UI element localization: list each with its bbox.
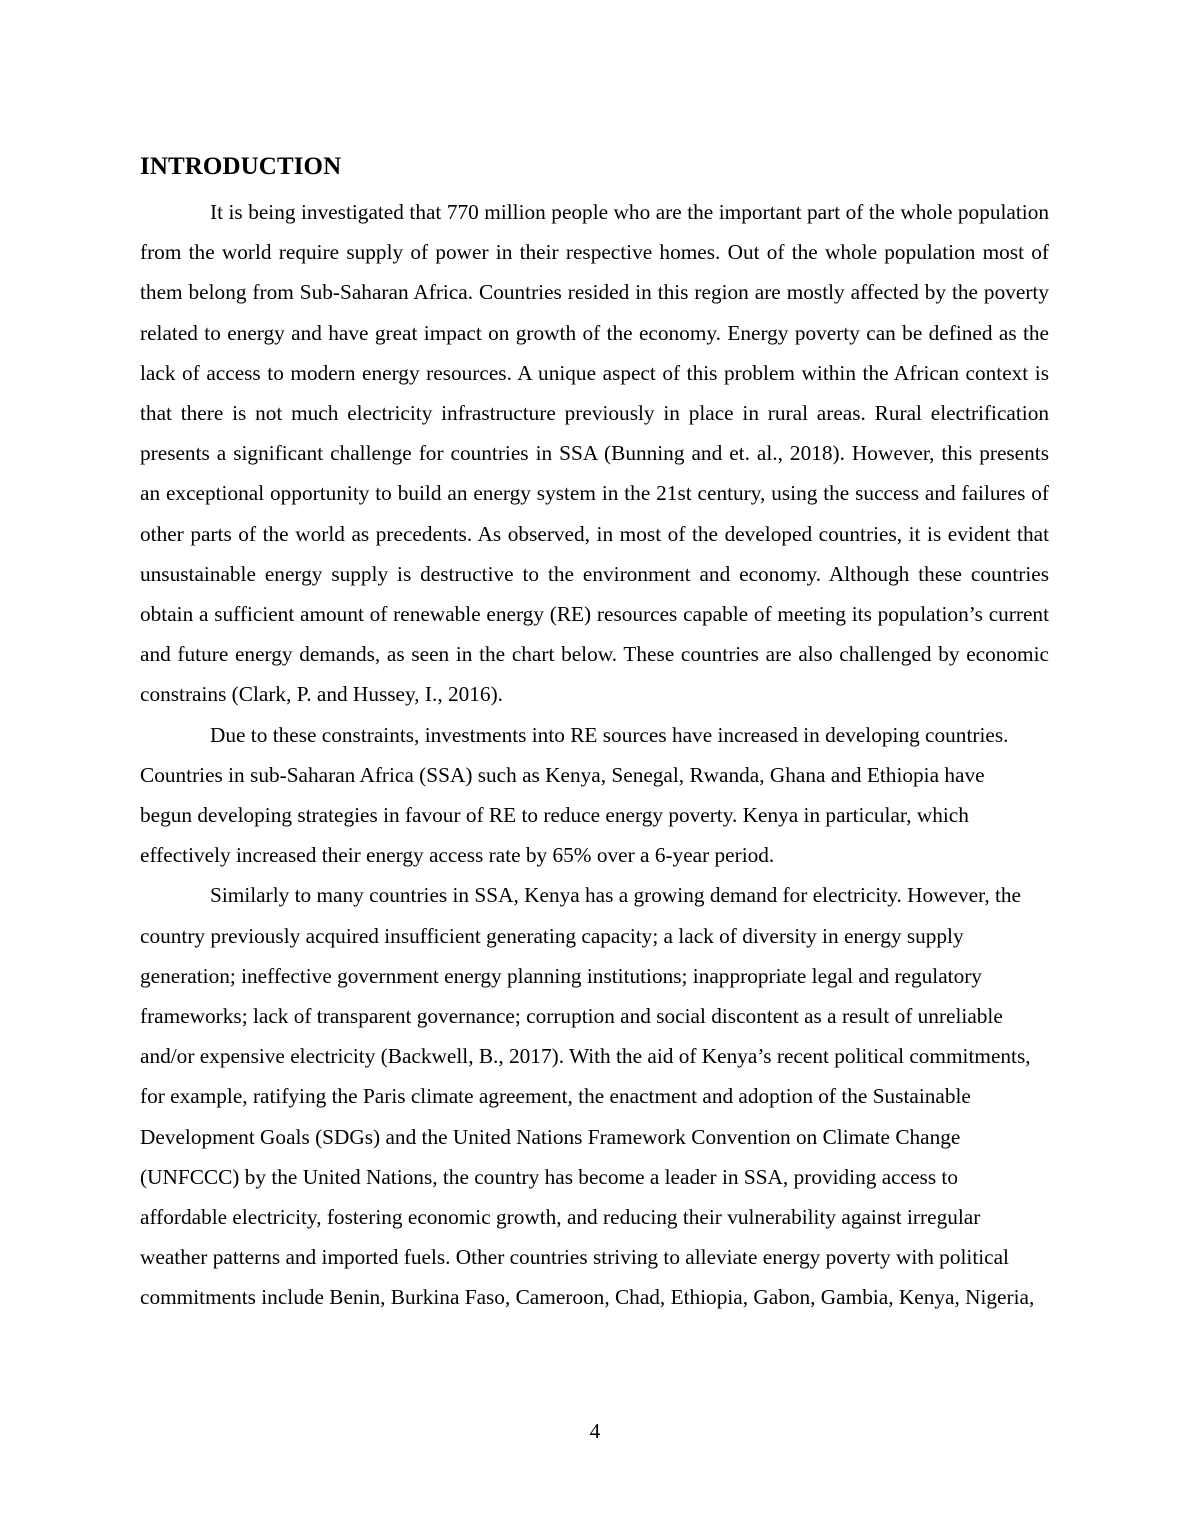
paragraph-1: It is being investigated that 770 million people who are the important part of the whole population from the world require supply of power in their respective homes. Out of the whole population most of them belong from Sub-Saharan Africa. Countries resided in this region are mostly affected by the poverty related to energy and have great impact on growth of the economy. Energy poverty can be defined as the lack of access to modern energy resources. A unique aspect of this problem within the African context is that there is not much electricity infrastructure previously in place in rural areas. Rural electrification presents a significant challenge for countries in SSA (Bunning and et. al., 2018). However, this presents an exceptional opportunity to build an energy system in the 21st century, using the success and failures of other parts of the world as precedents. As observed, in most of the developed countries, it is evident that unsustainable energy supply is destructive to the environment and economy. Although these countries obtain a sufficient amount of renewable energy (RE) resources capable of meeting its population’s current and future energy demands, as seen in the chart below. These countries are also challenged by economic constrains (Clark, P. and Hussey, I., 2016). — [140, 200, 1049, 707]
paragraph-3: Similarly to many countries in SSA, Kenya has a growing demand for electricity. However, the country previously acquired insufficient generating capacity; a lack of diversity in energy supply generation; ineffective government energy planning institutions; inappropriate legal and regulatory frameworks; lack of transparent governance; corruption and social discontent as a result of unreliable and/or expensive electricity (Backwell, B., 2017). With the aid of Kenya’s recent political commitments, for example, ratifying the Paris climate agreement, the enactment and adoption of the Sustainable Development Goals (SDGs) and the United Nations Framework Convention on Climate Change (UNFCCC) by the United Nations, the country has become a leader in SSA, providing access to affordable electricity, fostering economic growth, and reducing their vulnerability against irregular weather patterns and imported fuels. Other countries striving to alleviate energy poverty with political commitments include Benin, Burkina Faso, Cameroon, Chad, Ethiopia, Gabon, Gambia, Kenya, Nigeria, — [140, 883, 1035, 1310]
page-number: 4 — [589, 1419, 601, 1443]
paragraph-2: Due to these constraints, investments into RE sources have increased in developing countries. Countries in sub-Saharan Africa (SSA) such as Kenya, Senegal, Rwanda, Ghana and Ethiopia have begun developing strategies in favour of RE to reduce energy poverty. Kenya in particular, which effectively increased their energy access rate by 65% over a 6-year period. — [140, 722, 1009, 868]
body-text — [140, 192, 1049, 1318]
section-heading: INTRODUCTION — [140, 153, 342, 180]
